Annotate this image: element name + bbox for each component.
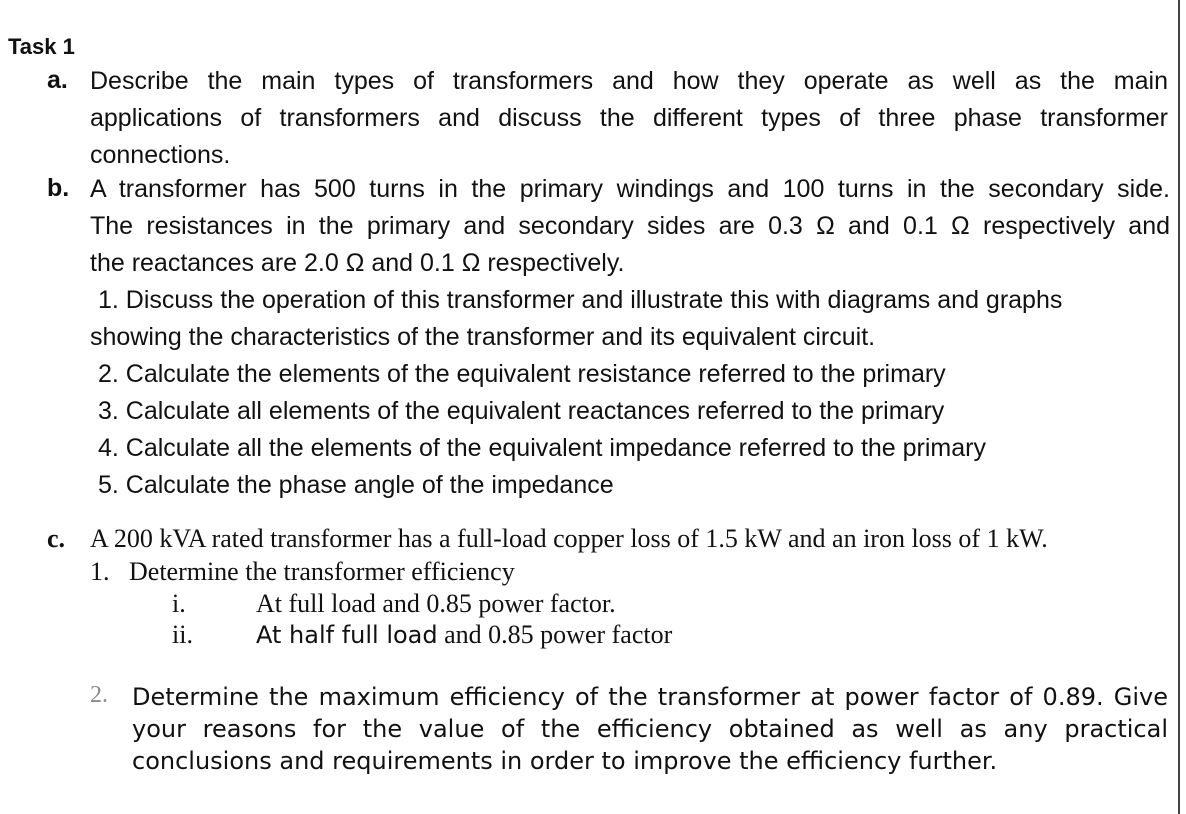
section-b-item-2: 2. Calculate the elements of the equivalent resistance referred to the primary [98,360,946,388]
section-c-question-1: 1. Determine the transformer efficiency [90,557,515,586]
section-c-item-i-marker: i. [172,589,186,618]
section-c-question-2-line-3: conclusions and requirements in order to improve the efficiency further. [132,747,998,775]
section-c-item-ii-marker: ii. [172,620,193,649]
section-a-text [90,63,1168,174]
section-c-question-2-number: 2. [90,682,108,708]
section-c-item-ii-part-a: At half full load [256,621,438,649]
section-b-line-2: The resistances in the primary and secondary sides are 0.3 Ω and 0.1 Ω respectively and [90,212,1170,240]
section-a-marker: a. [47,66,68,94]
section-b-line-1: A transformer has 500 turns in the primary windings and 100 turns in the secondary side. [90,175,1170,203]
section-b-item-1: 1. Discuss the operation of this transformer and illustrate this with diagrams and graphs [98,286,1063,314]
section-b-item-4: 4. Calculate all the elements of the equivalent impedance referred to the primary [98,434,986,462]
section-c-question-2-line-1: Determine the maximum efficiency of the transformer at power factor of 0.89. Give [132,683,1168,711]
section-c-question-2-line-2: your reasons for the value of the efficiency obtained as well as any practical [132,715,1168,743]
section-c-line-1: A 200 kVA rated transformer has a full-load copper loss of 1.5 kW and an iron loss of 1 kW. [90,524,1048,553]
task-title: Task 1 [8,34,75,59]
section-a-line-3: connections. [90,141,231,169]
section-c-question-2-text [132,681,1168,777]
section-b-text [90,171,1170,282]
section-a-line-1: Describe the main types of transformers and how they operate as well as the main [90,67,1168,95]
section-c-item-i-text: At full load and 0.85 power factor. [256,589,616,618]
section-b-line-3: the reactances are 2.0 Ω and 0.1 Ω respectively. [90,249,625,277]
section-b-items [90,282,1170,504]
section-b-item-5: 5. Calculate the phase angle of the impedance [98,471,614,499]
section-a-line-2: applications of transformers and discuss the different types of three phase transformer [90,104,1168,132]
page-border-right [1178,0,1180,814]
section-c-marker: c. [47,524,66,553]
section-c-item-ii-text [256,620,672,650]
section-b-item-1-cont: showing the characteristics of the transformer and its equivalent circuit. [90,323,876,351]
section-b-marker: b. [47,174,70,202]
section-c-item-ii-part-b: and 0.85 power factor [437,620,673,649]
section-b-item-3: 3. Calculate all elements of the equivalent reactances referred to the primary [98,397,945,425]
